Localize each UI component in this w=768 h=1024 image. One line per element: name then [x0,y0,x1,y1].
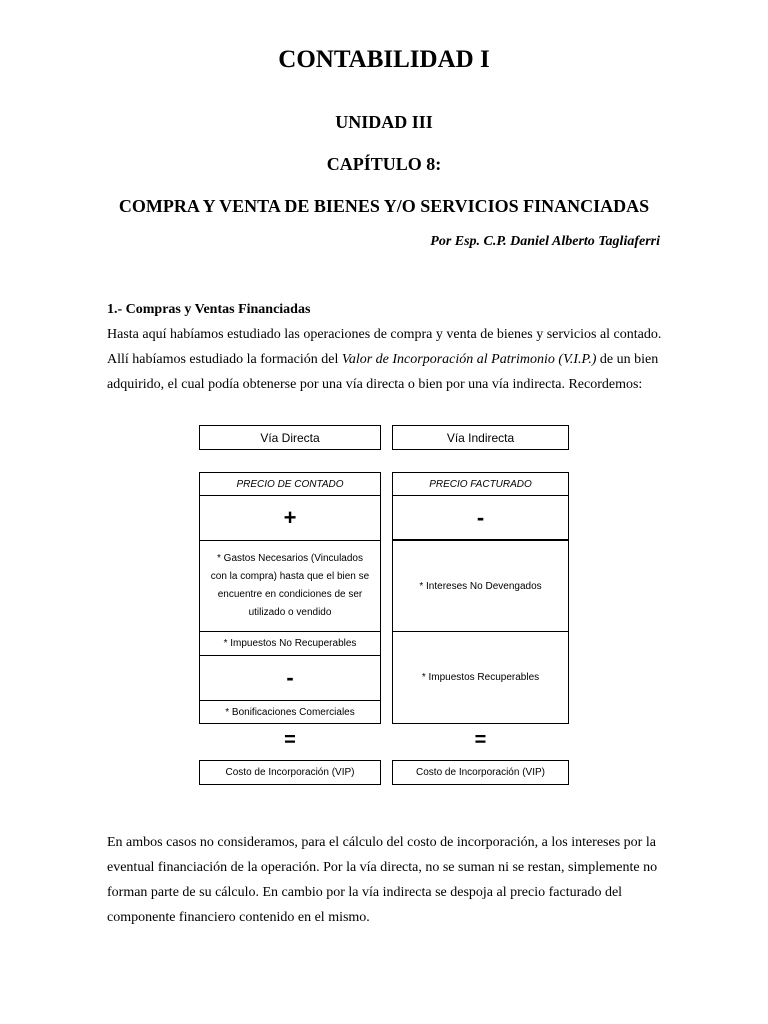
direct-header: Vía Directa [199,425,381,450]
intro-line-2-start: Allí habíamos estudiado la formación del [107,352,342,367]
indirect-base-price: PRECIO FACTURADO [392,472,569,496]
direct-expenses-line-1: * Gastos Necesarios (Vinculados [217,553,363,564]
direct-base-price: PRECIO DE CONTADO [199,472,381,496]
direct-plus-sign: + [199,495,381,541]
intro-line-1: Hasta aquí habíamos estudiado las operaciones de compra y venta de bienes y servicios al contado. [107,327,662,342]
closing-line-1: En ambos casos no consideramos, para el cálculo del costo de incorporación, a los intereses por la [107,835,656,850]
direct-discounts: * Bonificaciones Comerciales [199,700,381,724]
author-line: Por Esp. C.P. Daniel Alberto Tagliaferri [430,234,660,249]
vip-term: Valor de Incorporación al Patrimonio (V.I.P.) [341,352,597,367]
topic-heading: COMPRA Y VENTA DE BIENES Y/O SERVICIOS FINANCIADAS [118,196,650,216]
unit-heading: UNIDAD III [335,112,433,132]
direct-minus-sign: - [199,655,381,701]
indirect-taxes: * Impuestos Recuperables [392,631,569,724]
indirect-header: Vía Indirecta [392,425,569,450]
closing-line-4: componente financiero contenido en el mismo. [107,910,370,925]
document-title: CONTABILIDAD I [278,46,490,73]
intro-paragraph [107,322,667,397]
direct-result: Costo de Incorporación (VIP) [199,760,381,785]
direct-expenses-line-3: encuentre en condiciones de ser [217,589,363,600]
intro-line-2 [107,347,667,372]
intro-line-3: adquirido, el cual podía obtenerse por una vía directa o bien por una vía indirecta. Recordemos: [107,377,643,392]
indirect-minus-sign: - [392,495,569,541]
direct-expenses-line-4: utilizado o vendido [248,607,332,618]
indirect-equals-sign: = [474,729,487,751]
intro-line-2-end: de un bien [596,352,659,367]
closing-line-2: eventual financiación de la operación. Por la vía directa, no se suman ni se restan, simplemente no [107,860,658,875]
direct-expenses [199,540,381,632]
direct-expenses-line-2: con la compra) hasta que el bien se [210,571,370,582]
direct-taxes: * Impuestos No Recuperables [199,631,381,656]
direct-equals-sign: = [284,729,296,751]
chapter-heading: CAPÍTULO 8: [326,154,442,174]
indirect-interest: * Intereses No Devengados [392,540,569,632]
indirect-result: Costo de Incorporación (VIP) [392,760,569,785]
closing-line-3: forman parte de su cálculo. En cambio por la vía indirecta se despoja al precio facturado del [107,885,623,900]
section-title: 1.- Compras y Ventas Financiadas [107,302,311,317]
closing-paragraph [107,830,667,930]
